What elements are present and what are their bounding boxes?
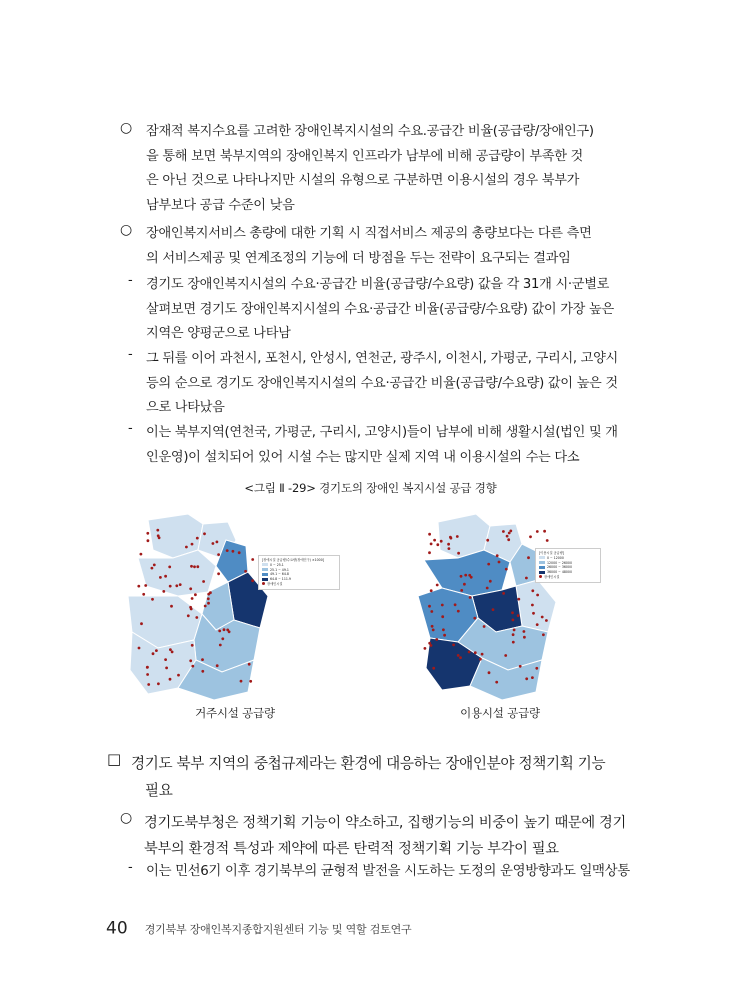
facility-dot (191, 665, 194, 668)
facility-dot (428, 605, 431, 608)
usage-supply-map (398, 510, 568, 706)
facility-dot (165, 667, 168, 670)
facility-dot (457, 654, 460, 657)
text-line: 잠재적 복지수요를 고려한 장애인복지시설의 수요.공급간 비율(공급량/장애인구) (146, 124, 594, 139)
text-line: 경기도 북부 지역의 중첩규제라는 환경에 대응하는 장애인분야 정책기획 기능 (131, 755, 606, 772)
legend-title: [이용시설 공급량] (539, 551, 565, 555)
legend-item: 25.1 ~ 49.1 (262, 568, 336, 573)
circle-bullet: ○ (120, 120, 132, 136)
facility-dot (191, 543, 194, 546)
figure-caption: <그림 Ⅱ -29> 경기도의 장애인 복지시설 공급 경향 (244, 481, 497, 495)
facility-dot (432, 629, 435, 632)
facility-dot (474, 651, 477, 654)
legend-item: 26000 ~ 36000 (539, 565, 597, 570)
facility-dot (209, 591, 212, 594)
facility-dot (454, 603, 457, 606)
facility-dot (468, 651, 471, 654)
facility-dot (432, 667, 435, 670)
facility-dot (441, 615, 444, 618)
facility-dot (512, 633, 515, 636)
text-line: 경기도 장애인복지시설의 수요·공급간 비율(공급량/수요량) 값을 각 31개 시·군별로 (146, 277, 610, 292)
facility-dot (244, 570, 247, 573)
facility-dot (523, 630, 526, 633)
facility-dot (535, 667, 538, 670)
facility-dot (442, 628, 445, 631)
facility-dot (140, 553, 143, 556)
facility-dot (226, 629, 229, 632)
facility-dot (546, 539, 549, 542)
facility-dot (463, 583, 466, 586)
facility-dot (191, 597, 194, 600)
facility-dot (146, 673, 149, 676)
facility-dot (447, 543, 450, 546)
facility-dot (424, 647, 427, 650)
facility-dot (137, 585, 140, 588)
facility-dot (170, 605, 173, 608)
facility-dot (201, 658, 204, 661)
map-label-usage: 이용시설 공급량 (460, 706, 540, 720)
facility-dot (536, 530, 539, 533)
dash-bullet: - (128, 273, 133, 288)
facility-dot (498, 561, 501, 564)
facility-dot (529, 535, 532, 538)
facility-dot (202, 580, 205, 583)
facility-dot (525, 577, 528, 580)
facility-dot (469, 596, 472, 599)
facility-dot (456, 535, 459, 538)
facility-dot (196, 565, 199, 568)
facility-dot (168, 566, 171, 569)
facility-dot (226, 549, 229, 552)
facility-dot (428, 551, 431, 554)
facility-dot (430, 543, 433, 546)
facility-dot (457, 552, 460, 555)
text-line: 그 뒤를 이어 과천시, 포천시, 안성시, 연천군, 광주시, 이천시, 가평군, 구리시, 고양시 (146, 351, 618, 366)
facility-dot (162, 590, 165, 593)
facility-dot (195, 616, 198, 619)
facility-dot (481, 653, 484, 656)
facility-dot (146, 666, 149, 669)
text-line: 은 아닌 것으로 나타나지만 시설의 유형으로 구분하면 이용시설의 경우 북부가 (146, 173, 580, 189)
legend-item: 64.8 ~ 111.9 (262, 577, 336, 582)
map-regions (418, 514, 556, 700)
facility-dot (531, 604, 534, 607)
text-line: 인운영)이 설치되어 있어 시설 수는 많지만 실제 지역 내 이용시설의 수는 다소 (146, 449, 580, 465)
facility-dot (441, 604, 444, 607)
legend-item: 49.1 ~ 64.8 (262, 572, 336, 577)
text-line: 장애인복지서비스 총량에 대한 기획 시 직접서비스 제공의 총량보다는 다른 측면 (146, 226, 592, 241)
facility-dot (147, 683, 150, 686)
facility-dot (443, 634, 446, 637)
footer-title: 경기북부 장애인복지종합지원센터 기능 및 역할 검토연구 (144, 922, 412, 936)
facility-dot (138, 647, 141, 650)
facility-dot (147, 539, 150, 542)
facility-dot (157, 534, 160, 537)
map-region (138, 550, 216, 596)
facility-dot (189, 587, 192, 590)
facility-dot (155, 649, 158, 652)
facility-dot (488, 671, 491, 674)
facility-dot (517, 614, 520, 617)
facility-dot (219, 644, 222, 647)
text-line: 북부의 환경적 특성과 제약에 따른 탄력적 정책기획 기능 부각이 필요 (144, 841, 559, 857)
facility-dot (483, 625, 486, 628)
facility-dot (545, 619, 548, 622)
facility-dot (431, 625, 434, 628)
legend-item: 0 ~ 25.1 (262, 563, 336, 568)
facility-dot (486, 587, 489, 590)
facility-dot (216, 541, 219, 544)
facility-dot (171, 651, 174, 654)
facility-dot (479, 658, 482, 661)
facility-dot (504, 654, 507, 657)
page-number: 40 (106, 918, 128, 939)
facility-dot (164, 658, 167, 661)
facility-dot (169, 648, 172, 651)
facility-dot (191, 644, 194, 647)
legend-item: 장애인시설 (539, 575, 597, 580)
facility-dot (216, 664, 219, 667)
facility-dot (157, 682, 160, 685)
facility-dot (541, 616, 544, 619)
facility-dot (193, 565, 196, 568)
facility-dot (487, 563, 490, 566)
map-legend (258, 555, 340, 590)
facility-dot (151, 567, 154, 570)
circle-bullet: ○ (120, 810, 132, 826)
text-line: 필요 (145, 782, 173, 799)
facility-dot (502, 530, 505, 533)
facility-dot (452, 644, 455, 647)
facility-dot (492, 608, 495, 611)
facility-dot (218, 630, 221, 633)
facility-dot (169, 678, 172, 681)
facility-dot (190, 565, 193, 568)
facility-dot (457, 610, 460, 613)
facility-dot (507, 538, 510, 541)
facility-dot (448, 547, 451, 550)
facility-dot (523, 636, 526, 639)
facility-dot (489, 580, 492, 583)
facility-dot (495, 681, 498, 684)
facility-dot (248, 663, 251, 666)
text-line: 이는 민선6기 이후 경기북부의 균형적 발전을 시도하는 도정의 운영방향과도 일맥상통 (146, 864, 630, 879)
facility-dot (187, 614, 190, 617)
page-footer (106, 918, 411, 942)
facility-dot (249, 680, 252, 683)
facility-dot (177, 674, 180, 677)
facility-dot (508, 532, 511, 535)
facility-dot (194, 593, 197, 596)
facility-dot (240, 680, 243, 683)
facility-dot (204, 605, 207, 608)
text-line: 남부보다 공급 수준이 낮음 (146, 197, 295, 213)
facility-dot (532, 612, 535, 615)
facility-dot (536, 594, 539, 597)
facility-dot (169, 585, 172, 588)
facility-dot (140, 622, 143, 625)
facility-dot (486, 539, 489, 542)
facility-dot (502, 592, 505, 595)
facility-dot (144, 584, 147, 587)
facility-dot (153, 564, 156, 567)
facility-dot (203, 532, 206, 535)
facility-dot (464, 574, 467, 577)
facility-dot (542, 633, 545, 636)
facility-dot (531, 676, 534, 679)
facility-dot (232, 550, 235, 553)
facility-dot (217, 553, 220, 556)
legend-item: 장애인시설 (262, 582, 336, 587)
text-line: 지역은 양평군으로 나타남 (146, 326, 291, 342)
facility-dot (151, 598, 154, 601)
facility-dot (428, 642, 431, 645)
text-line: 등의 순으로 경기도 장애인복지시설의 수요·공급간 비율(공급량/수요량) 값이 높은 것 (146, 375, 618, 391)
facility-dot (428, 533, 431, 536)
legend-title: [장애시설 공급량/수요량(장애인구) ×1000] (262, 558, 324, 562)
facility-dot (251, 579, 254, 582)
facility-dot (505, 568, 508, 571)
circle-bullet: ○ (120, 222, 132, 238)
legend-item: 36000 ~ 48000 (539, 570, 597, 575)
facility-dot (212, 542, 215, 545)
facility-dot (440, 540, 443, 543)
facility-dot (156, 529, 159, 532)
facility-dot (189, 606, 192, 609)
facility-dot (238, 551, 241, 554)
facility-dot (436, 543, 439, 546)
facility-dot (207, 597, 210, 600)
facility-dot (525, 677, 528, 680)
facility-dot (196, 537, 199, 540)
text-line: 을 통해 보면 북부지역의 장애인복지 인프라가 남부에 비해 공급량이 부족한 것 (146, 148, 583, 164)
facility-dot (512, 619, 515, 622)
map-label-residential: 거주시설 공급량 (195, 706, 275, 720)
map-legend (535, 548, 601, 583)
facility-dot (435, 638, 438, 641)
facility-dot (527, 556, 530, 559)
dash-bullet: - (128, 347, 133, 362)
facility-dot (543, 530, 546, 533)
facility-dot (473, 617, 476, 620)
facility-dot (468, 574, 471, 577)
facility-dot (179, 583, 182, 586)
dash-bullet: - (128, 421, 133, 436)
dash-bullet: - (128, 860, 133, 875)
facility-dot (223, 628, 226, 631)
text-line: 살펴보면 경기도 장애인복지시설의 수요·공급간 비율(공급량/수요량) 값이 가장 높은 (146, 301, 614, 317)
facility-dot (511, 611, 514, 614)
text-line: 이는 북부지역(연천국, 가평군, 구리시, 고양시)들이 남부에 비해 생활시설(법인 및 개 (146, 425, 618, 440)
facility-dot (459, 656, 462, 659)
facility-dot (436, 584, 439, 587)
facility-dot (164, 575, 167, 578)
facility-dot (201, 670, 204, 673)
text-line: 으로 나타났음 (146, 400, 225, 416)
facility-dot (430, 589, 433, 592)
facility-dot (142, 593, 145, 596)
facility-dot (460, 589, 463, 592)
facility-dot (460, 575, 463, 578)
facility-dot (221, 637, 224, 640)
facility-dot (207, 602, 210, 605)
text-line: 의 서비스제공 및 연계조정의 기능에 더 방점을 두는 전략이 요구되는 결과임 (146, 250, 571, 266)
facility-dot (449, 536, 452, 539)
legend-item: 12000 ~ 26000 (539, 561, 597, 566)
facility-dot (146, 532, 149, 535)
square-bullet: □ (107, 750, 121, 768)
facility-dot (175, 584, 178, 587)
facility-dot (430, 610, 433, 613)
legend-item: 0 ~ 12000 (539, 556, 597, 561)
facility-dot (536, 623, 539, 626)
map-regions (128, 514, 268, 700)
facility-dot (519, 665, 522, 668)
facility-dot (159, 576, 162, 579)
facility-dot (251, 558, 254, 561)
facility-dot (152, 652, 155, 655)
facility-dot (512, 641, 515, 644)
facility-dot (513, 629, 516, 632)
facility-dot (496, 554, 499, 557)
facility-dot (531, 589, 534, 592)
facility-dot (189, 659, 192, 662)
facility-dot (517, 598, 520, 601)
facility-dot (433, 539, 436, 542)
facility-dot (185, 546, 188, 549)
text-line: 경기도북부청은 정책기획 기능이 약소하고, 집행기능의 비중이 높기 때문에 경기 (144, 815, 626, 831)
residential-supply-map (118, 510, 278, 706)
facility-dot (506, 535, 509, 538)
facility-dot (217, 572, 220, 575)
